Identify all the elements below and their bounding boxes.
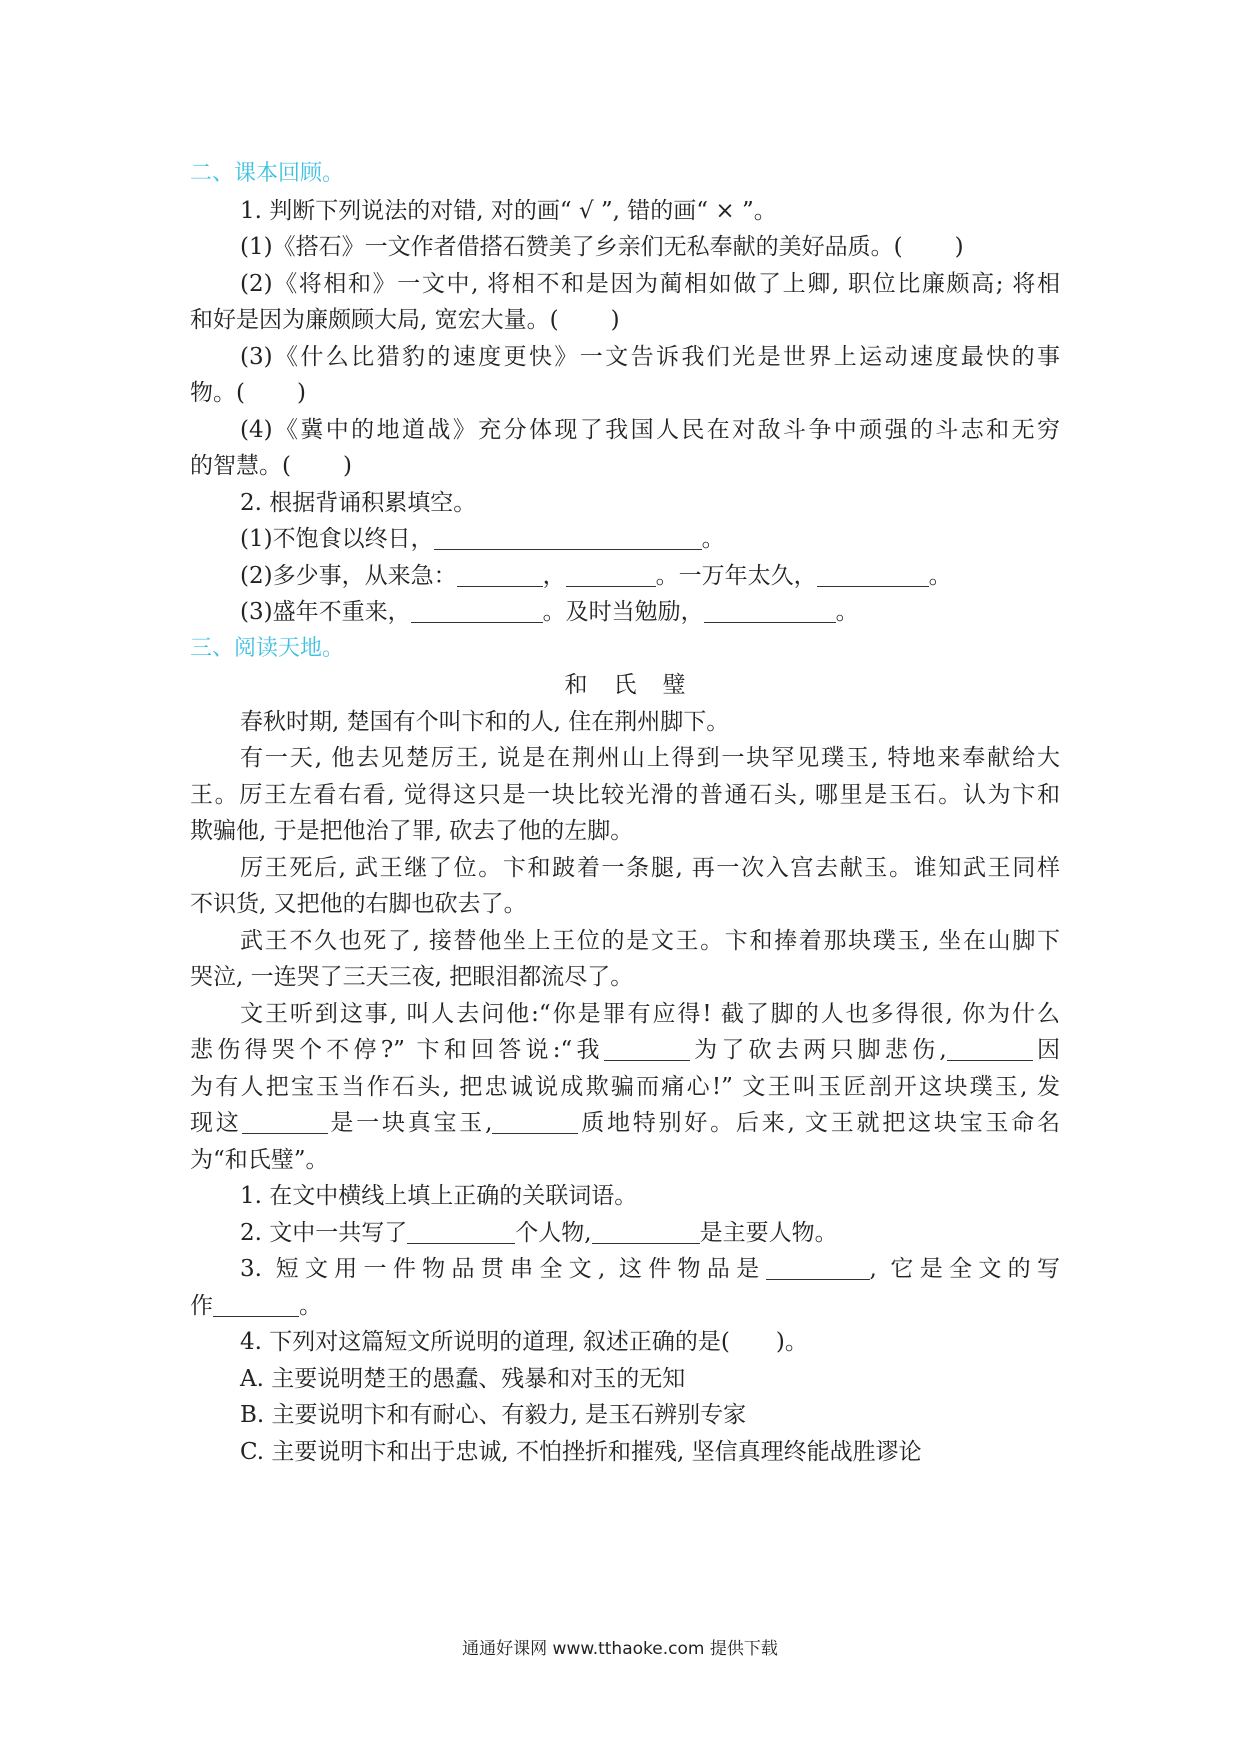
article-paragraph-5-line-2: 悲伤得哭个不停?” 卞和回答说:“我 为了砍去两只脚悲伤, 因 <box>190 1037 1060 1063</box>
page-footer: 通通好课网 www.tthaoke.com 提供下载 <box>462 1639 778 1659</box>
reading-question-3: 3. 短文用一件物品贯串全文, 这件物品是 , 它是全文的写 <box>240 1256 1060 1282</box>
section-2-heading: 二、课本回顾。 <box>190 161 345 186</box>
article-paragraph-3-line-2: 不识货, 又把他的右脚也砍去了。 <box>190 891 527 917</box>
section-3-heading: 三、阅读天地。 <box>190 635 345 661</box>
fill-blank[interactable] <box>817 562 929 587</box>
recite-item-1: (1)不饱食以终日， 。 <box>240 526 725 552</box>
article-paragraph-5: 文王听到这事, 叫人去问他:“你是罪有应得! 截了脚的人也多得很, 你为什么 <box>240 1000 1060 1027</box>
fill-blank[interactable] <box>411 598 543 623</box>
worksheet-content <box>190 156 1060 1470</box>
recite-item-2: (2)多少事，从来急： ， 。一万年太久， 。 <box>240 562 952 589</box>
judge-item-3-cont: 物。( ) <box>190 380 306 406</box>
reading-question-2: 2. 文中一共写了 个人物, 是主要人物。 <box>240 1219 838 1246</box>
fill-blank[interactable] <box>457 562 543 587</box>
judge-item-2-cont: 和好是因为廉颇顾大局, 宽宏大量。( ) <box>190 307 620 333</box>
recite-item-3: (3)盛年不重来， 。及时当勉励， 。 <box>240 599 859 625</box>
q1-stem: 1. 判断下列说法的对错, 对的画“ √ ”, 错的画“ × ”。 <box>240 197 777 224</box>
article-paragraph-4: 武王不久也死了, 接替他坐上王位的是文王。卞和捧着那块璞玉, 坐在山脚下 <box>240 927 1060 954</box>
fill-blank[interactable] <box>947 1036 1033 1061</box>
option-c[interactable]: C. 主要说明卞和出于忠诚, 不怕挫折和摧残, 坚信真理终能战胜谬论 <box>240 1438 922 1465</box>
article-paragraph-5-line-3: 为有人把宝玉当作石头, 把忠诚说成欺骗而痛心!” 文王叫玉匠剖开这块璞玉, 发 <box>190 1073 1060 1100</box>
q2-stem: 2. 根据背诵积累填空。 <box>240 489 477 516</box>
reading-question-3-cont: 作 。 <box>190 1292 322 1319</box>
fill-blank[interactable] <box>434 525 702 550</box>
article-paragraph-1: 春秋时期, 楚国有个叫卞和的人, 住在荆州脚下。 <box>240 708 730 735</box>
fill-blank[interactable] <box>566 562 656 587</box>
judge-item-2: (2)《将相和》一文中, 将相不和是因为蔺相如做了上卿, 职位比廉颇高; 将相 <box>240 270 1060 297</box>
fill-blank[interactable] <box>492 1109 578 1134</box>
judge-item-4-cont: 的智慧。( ) <box>190 453 352 479</box>
article-paragraph-5-line-4: 现这 是一块真宝玉, 质地特别好。后来, 文王就把这块宝玉命名 <box>190 1110 1060 1136</box>
judge-item-3: (3)《什么比猎豹的速度更快》一文告诉我们光是世界上运动速度最快的事 <box>240 343 1060 370</box>
judge-item-1: (1)《搭石》一文作者借搭石赞美了乡亲们无私奉献的美好品质。( ) <box>240 234 964 260</box>
fill-blank[interactable] <box>242 1109 328 1134</box>
fill-blank[interactable] <box>766 1255 870 1280</box>
article-paragraph-2-line-2: 王。厉王左看右看, 觉得这只是一块比较光滑的普通石头, 哪里是玉石。认为卞和 <box>190 781 1060 808</box>
article-paragraph-2: 有一天, 他去见楚厉王, 说是在荆州山上得到一块罕见璞玉, 特地来奉献给大 <box>240 745 1060 771</box>
article-paragraph-5-line-5: 为“和氏璧”。 <box>190 1146 329 1173</box>
fill-blank[interactable] <box>704 598 836 623</box>
judge-item-4: (4)《冀中的地道战》充分体现了我国人民在对敌斗争中顽强的斗志和无穷 <box>240 416 1060 443</box>
reading-question-1: 1. 在文中横线上填上正确的关联词语。 <box>240 1183 638 1209</box>
fill-blank[interactable] <box>213 1292 299 1317</box>
option-a[interactable]: A. 主要说明楚王的愚蠢、残暴和对玉的无知 <box>240 1365 686 1392</box>
article-paragraph-4-line-2: 哭泣, 一连哭了三天三夜, 把眼泪都流尽了。 <box>190 964 634 990</box>
article-paragraph-3: 厉王死后, 武王继了位。卞和跛着一条腿, 再一次入宫去献玉。谁知武王同样 <box>240 854 1060 881</box>
fill-blank[interactable] <box>604 1036 690 1061</box>
reading-question-4: 4. 下列对这篇短文所说明的道理, 叙述正确的是( )。 <box>240 1329 808 1355</box>
article-paragraph-2-line-3: 欺骗他, 于是把他治了罪, 砍去了他的左脚。 <box>190 818 634 844</box>
fill-blank[interactable] <box>592 1219 700 1244</box>
fill-blank[interactable] <box>407 1219 515 1244</box>
article-title: 和氏璧 <box>564 672 712 698</box>
option-b[interactable]: B. 主要说明卞和有耐心、有毅力, 是玉石辨别专家 <box>240 1402 747 1428</box>
